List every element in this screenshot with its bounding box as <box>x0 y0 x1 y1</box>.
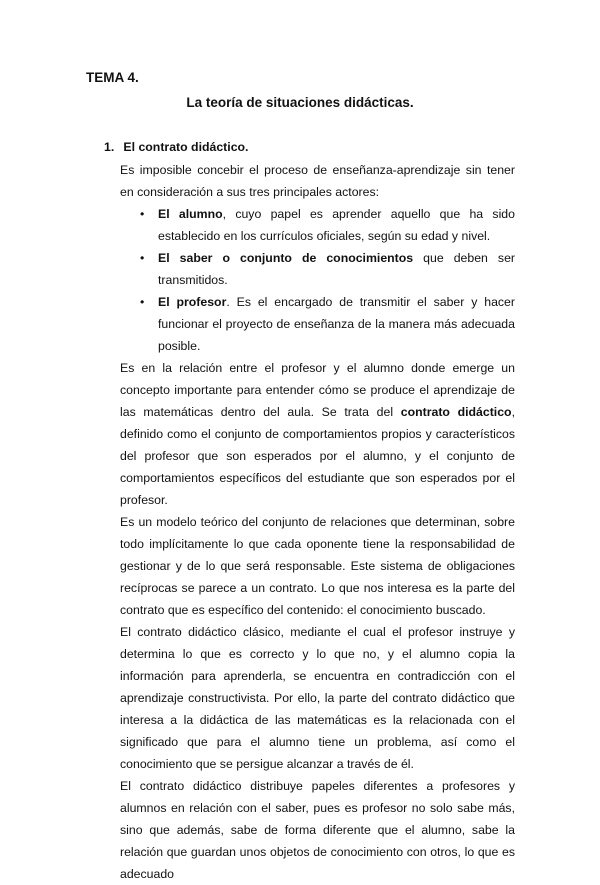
intro-paragraph: Es imposible concebir el proceso de enseñanza-aprendizaje sin tener en consideración a sus tres principales actores: <box>120 163 515 199</box>
section-number: 1. <box>104 140 115 154</box>
paragraph-text: Es en la relación entre el profesor y el alumno donde emerge un concepto importante para entender cómo se produce el aprendizaje de las matemáticas dentro del aula. Se trata del <box>120 361 515 419</box>
paragraph: El contrato didáctico distribuye papeles diferentes a profesores y alumnos en relación con el saber, pues es profesor no solo sabe más, sino que además, sabe de forma diferente que el alumno, sabe la relación que guardan unos objetos de conocimiento con otros, lo que es adecuado <box>120 779 515 881</box>
list-item <box>120 291 515 357</box>
bullet-text: que deben ser transmitidos. <box>158 251 516 287</box>
actors-list <box>120 203 515 357</box>
bullet-icon: • <box>140 251 145 265</box>
bullet-icon: • <box>140 207 145 221</box>
tema-heading: TEMA 4. <box>86 70 139 85</box>
bullet-text: . Es el encargado de transmitir el saber y hacer funcionar el proyecto de enseñanza de la manera más adecuada posible. <box>158 295 515 353</box>
section-heading <box>104 140 248 154</box>
paragraph <box>120 357 515 511</box>
paragraph-bold: contrato didáctico <box>400 405 512 419</box>
list-item <box>120 203 515 247</box>
bullet-bold: El alumno <box>158 207 223 221</box>
bullet-bold: El saber o conjunto de conocimientos <box>158 251 414 265</box>
section-body <box>120 159 515 885</box>
bullet-icon: • <box>140 295 145 309</box>
paragraph: El contrato didáctico clásico, mediante el cual el profesor instruye y determina lo que es correcto y lo que no, y el alumno copia la información para aprenderla, se encuentra en contradicción con el aprendizaje constructivista. Por ello, la parte del contrato didáctico que interesa a la didáctica de las matemáticas es la relacionada con el significado que para el alumno tiene un problema, así como el conocimiento que se persigue alcanzar a través de él. <box>120 625 515 771</box>
bullet-bold: El profesor <box>158 295 227 309</box>
page-title: La teoría de situaciones didácticas. <box>186 95 414 110</box>
section-title: El contrato didáctico. <box>123 140 249 154</box>
paragraph-text: , definido como el conjunto de comportamientos propios y característicos del profesor que son esperados por el alumno, y el conjunto de comportamientos específicos del estudiante que son esperados por el profesor. <box>120 405 515 507</box>
list-item <box>120 247 515 291</box>
paragraph: Es un modelo teórico del conjunto de relaciones que determinan, sobre todo implícitamente lo que cada oponente tiene la responsabilidad de gestionar y de lo que será responsable. Este sistema de obligaciones recíprocas se parece a un contrato. Lo que nos interesa es la parte del contrato que es específico del contenido: el conocimiento buscado. <box>120 515 515 617</box>
bullet-text: , cuyo papel es aprender aquello que ha sido establecido en los currículos oficiales, según su edad y nivel. <box>158 207 515 243</box>
